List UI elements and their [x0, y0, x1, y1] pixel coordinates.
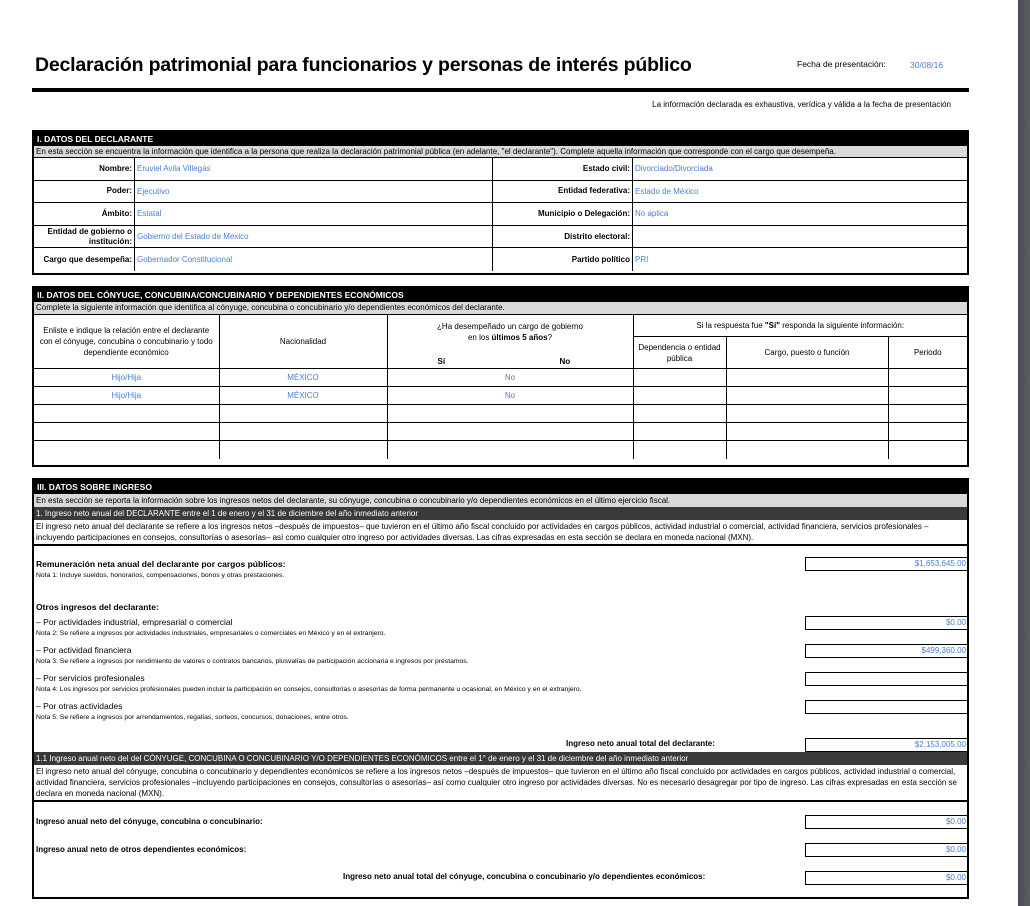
- cell-relacion[interactable]: Hijo/Hija: [34, 369, 219, 387]
- field-value[interactable]: Estatal: [135, 203, 493, 226]
- field-value[interactable]: PRI: [635, 255, 649, 265]
- title-rule: [32, 88, 969, 92]
- field-label: Municipio o Delegación:: [493, 203, 633, 226]
- field-value[interactable]: Gobierno del Estado de Mexico: [135, 226, 493, 249]
- cell-periodo[interactable]: [888, 387, 967, 405]
- field-label: Entidad federativa:: [493, 181, 633, 204]
- si-header-bold: "Sí": [764, 321, 781, 330]
- subsection-declarante-text: El ingreso neto anual del declarante se refiere a los ingresos netos –después de impuestos– que tuvieron en el último año fiscal concluido por actividades en cargos públicos, actividad industrial o comercial, actividad financiera, servicios profesionales –incluyendo participaciones en consejos, consultorías o asesorías– así como cualquier otro ingreso por actividades diversas. Las cifras expresadas en esta sección se declara en moneda nacional (MXN).: [34, 520, 967, 546]
- cell-periodo[interactable]: [888, 369, 967, 387]
- field-label: Distrito electoral:: [493, 226, 633, 249]
- table-row: [34, 441, 967, 459]
- col-no: No: [559, 357, 571, 366]
- col-si-header: [633, 315, 967, 337]
- cell-dependencia[interactable]: [633, 405, 726, 423]
- fecha-label: Fecha de presentación:: [797, 59, 886, 69]
- col-puesto: Cargo, puesto o función: [726, 337, 888, 369]
- fecha-value: 30/08/16: [910, 60, 944, 70]
- cell-puesto[interactable]: [726, 387, 888, 405]
- income-item-note: Nota 3: Se refiere a ingresos por rendimiento de valores o contratos bancarios, plusvalías de participación accionaria e ingresos por préstamos.: [36, 658, 469, 665]
- cell-puesto[interactable]: [726, 441, 888, 459]
- col-relacion: Enliste e indique la relación entre el declarante con el cónyuge, concubina o concubinario y todo dependiente económico: [34, 315, 219, 369]
- section-description: En esta sección se encuentra la información que identifica a la persona que realiza la declaración patrimonial pública (en adelante, "el declarante"). Complete aquella información que corresponde con el cargo que desempeña.: [34, 146, 967, 158]
- dependientes-table: [34, 314, 967, 459]
- subsection-conyuge-title: 1.1 Ingreso anual neto del del CÓNYUGE, CONCUBINA O CONCUBINARIO Y/O DEPENDIENTES ECONÓMICOS entre el 1° de enero y el 31 de diciembre del año inmediato anterior: [34, 752, 967, 765]
- field-label: Poder:: [34, 181, 135, 204]
- table-row: [34, 387, 967, 405]
- cell-puesto[interactable]: [726, 423, 888, 441]
- total-declarante-value[interactable]: $2,153,005.00: [805, 738, 967, 752]
- q2-bold: últimos 5 años: [491, 333, 548, 342]
- col-cargo-gobierno: [387, 315, 633, 369]
- cell-dependencia[interactable]: [633, 369, 726, 387]
- dependientes-label: Ingreso anual neto de otros dependientes económicos:: [36, 845, 247, 854]
- income-item-note: Nota 2: Se refiere a ingresos por actividades industriales, empresariales o comerciales en México y en el extranjero.: [36, 630, 386, 637]
- income-item-value[interactable]: [805, 672, 967, 686]
- disclaimer: La información declarada es exhaustiva, verídica y válida a la fecha de presentación: [652, 100, 951, 109]
- cell-periodo[interactable]: [888, 423, 967, 441]
- field-label: Nombre:: [34, 158, 135, 181]
- field-label: Partido político: [493, 248, 633, 271]
- col-si: Sí: [437, 357, 446, 366]
- remuneracion-label: Remuneración neta anual del declarante por cargos públicos:: [36, 559, 286, 569]
- cell-cargo[interactable]: No: [387, 387, 633, 405]
- field-value[interactable]: Estado de México: [633, 181, 967, 204]
- income-item-value[interactable]: $499,360.00: [805, 644, 967, 658]
- cell-relacion[interactable]: [34, 423, 219, 441]
- declarante-income: [34, 546, 967, 749]
- cell-nacionalidad[interactable]: [219, 405, 387, 423]
- subsection-conyuge-text: El ingreso neto anual del cónyuge, concubina o concubinario y dependientes económicos se refiere a los ingresos netos –después de impuestos– que tuvieron en el último año fiscal concluido por actividades en cargos públicos, actividad industrial o comercial, actividad financiera, servicios profesionales –incluyendo participaciones en consejos, consultorías o asesorías– así como cualquier otro ingreso por actividades diversas. No es necesario desagregar por tipo de ingreso. Las cifras expresadas en esta sección se declara en moneda nacional (MXN).: [34, 765, 967, 802]
- income-item-value[interactable]: $0.00: [805, 616, 967, 630]
- cell-cargo[interactable]: [387, 405, 633, 423]
- col-dependencia: Dependencia o entidad pública: [633, 337, 726, 369]
- cell-cargo[interactable]: [387, 423, 633, 441]
- section-title: III. DATOS SOBRE INGRESO: [34, 480, 967, 494]
- income-item-label: – Por actividades industrial, empresarial o comercial: [36, 617, 233, 627]
- table-row: [34, 369, 967, 387]
- section-title: I. DATOS DEL DECLARANTE: [34, 132, 967, 146]
- field-label: Entidad de gobierno o institución:: [34, 226, 135, 249]
- field-value[interactable]: Divorciado/Divorciada: [633, 158, 967, 181]
- section-description: Complete la siguiente información que identifica al cónyuge, concubina o concubinario y/o dependientes económicos del declarante.: [34, 302, 967, 314]
- cell-puesto[interactable]: [726, 405, 888, 423]
- declarante-fields: [34, 158, 967, 271]
- conyuge-income: [34, 802, 967, 892]
- field-value[interactable]: No aplica: [633, 203, 967, 226]
- cell-puesto[interactable]: [726, 369, 888, 387]
- field-label: Ámbito:: [34, 203, 135, 226]
- cargo-question-line1: ¿Ha desempeñado un cargo de gobierno: [437, 322, 583, 331]
- remuneracion-value[interactable]: $1,653,645.00: [805, 557, 967, 571]
- field-value[interactable]: Gobernador Constitucional: [135, 248, 493, 271]
- dependientes-value[interactable]: $0.00: [805, 843, 967, 857]
- cell-dependencia[interactable]: [633, 387, 726, 405]
- section-datos-declarante: [32, 130, 969, 275]
- total-conyuge-value[interactable]: $0.00: [805, 871, 967, 885]
- cell-nacionalidad[interactable]: MÉXICO: [219, 387, 387, 405]
- cell-periodo[interactable]: [888, 441, 967, 459]
- subsection-declarante-title: 1. Ingreso neto anual del DECLARANTE entre el 1 de enero y el 31 de diciembre del año inmediato anterior: [34, 507, 967, 520]
- col-nacionalidad: Nacionalidad: [219, 315, 387, 369]
- q2-post: ?: [547, 333, 553, 342]
- cell-nacionalidad[interactable]: [219, 441, 387, 459]
- field-label: Estado civil:: [493, 158, 633, 181]
- field-value[interactable]: [633, 226, 967, 249]
- table-row: [34, 405, 967, 423]
- section-description: En esta sección se reporta la información sobre los ingresos netos del declarante, su cónyuge, concubina o concubinario y/o dependientes económicos en el último ejercicio fiscal.: [34, 494, 967, 507]
- cargo-question-line2: [388, 332, 633, 343]
- cell-dependencia[interactable]: [633, 423, 726, 441]
- cell-nacionalidad[interactable]: MÉXICO: [219, 369, 387, 387]
- total-conyuge-label: Ingreso neto anual total del cónyuge, concubina o concubinario y/o dependientes económicos:: [343, 872, 706, 881]
- cell-relacion[interactable]: [34, 441, 219, 459]
- section-ingreso: [32, 478, 969, 899]
- cell-cargo[interactable]: No: [387, 369, 633, 387]
- cell-dependencia[interactable]: [633, 441, 726, 459]
- otros-label: Otros ingresos del declarante:: [36, 602, 159, 612]
- field-value[interactable]: Ejecutivo: [135, 181, 493, 204]
- si-header-post: responda la siguiente información:: [780, 321, 905, 330]
- cell-cargo[interactable]: [387, 441, 633, 459]
- income-item-value[interactable]: [805, 700, 967, 714]
- income-item-note: Nota 5: Se refiere a ingresos por arrendamientos, regalías, sorteos, concursos, donaciones, entre otros.: [36, 714, 349, 721]
- income-item-label: – Por otras actividades: [36, 701, 123, 711]
- field-label: Cargo que desempeña:: [34, 248, 135, 271]
- cell-periodo[interactable]: [888, 405, 967, 423]
- income-item-note: Nota 4: Los ingresos por servicios profesionales pueden incluir la participación en consejos, consultorías o asesorías de forma permanente u ocasional, en México y en el extranjero.: [36, 686, 582, 693]
- q2-pre: en los: [467, 333, 492, 342]
- cell-relacion[interactable]: Hijo/Hija: [34, 387, 219, 405]
- si-header-pre: Si la respuesta fue: [696, 321, 765, 330]
- income-item-label: – Por actividad financiera: [36, 645, 132, 655]
- col-periodo: Periodo: [888, 337, 967, 369]
- table-row: [34, 423, 967, 441]
- scrollbar[interactable]: [1018, 0, 1030, 906]
- cell-nacionalidad[interactable]: [219, 423, 387, 441]
- page-title: Declaración patrimonial para funcionarios y personas de interés público: [35, 54, 692, 76]
- field-value[interactable]: Eruviel Avila Villegas: [135, 158, 493, 181]
- conyuge-label: Ingreso anual neto del cónyuge, concubina o concubinario:: [36, 817, 263, 826]
- cell-relacion[interactable]: [34, 405, 219, 423]
- income-item-label: – Por servicios profesionales: [36, 673, 145, 683]
- total-declarante-label: Ingreso neto anual total del declarante:: [566, 739, 715, 748]
- conyuge-value[interactable]: $0.00: [805, 815, 967, 829]
- section-title: II. DATOS DEL CÓNYUGE, CONCUBINA/CONCUBINARIO Y DEPENDIENTES ECONÓMICOS: [34, 288, 967, 302]
- section-dependientes: [32, 286, 969, 467]
- nota-1: Nota 1: Incluye sueldos, honorarios, compensaciones, bonos y otras prestaciones.: [36, 572, 285, 579]
